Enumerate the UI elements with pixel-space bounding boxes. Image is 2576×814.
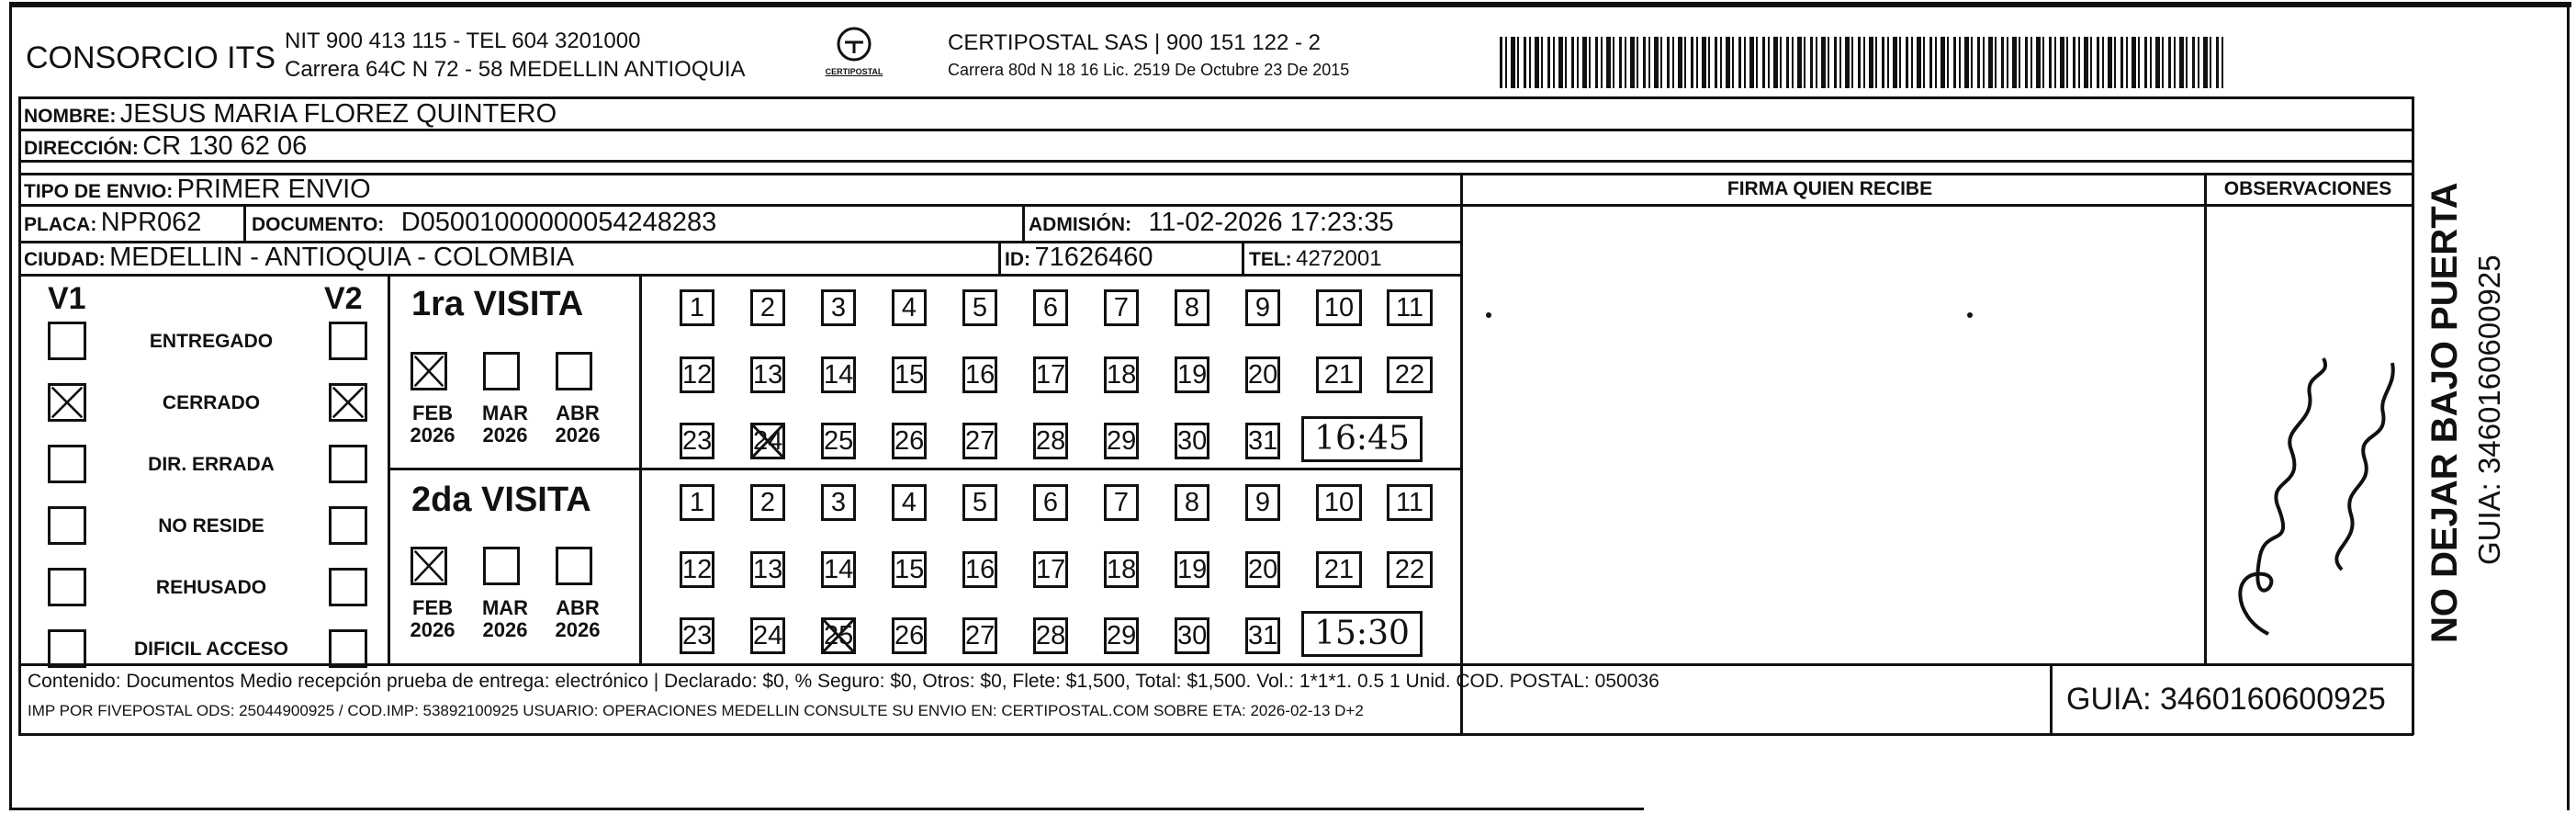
footer-imp: IMP POR FIVEPOSTAL ODS: 25044900925 / COD.IMP: 53892100925 USUARIO: OPERACIONES MEDELLIN CONSULTE SU ENVIO EN: CERTIPOSTAL.COM SOBRE ETA: 2026-02-13 D+2 — [28, 702, 1364, 719]
visit2-day-box[interactable]: 31 — [1245, 617, 1280, 654]
visit2-time: 15:30 — [1301, 611, 1423, 657]
visit1-day-box[interactable]: 21 — [1316, 356, 1362, 393]
visit1-month-checkbox[interactable] — [483, 352, 520, 390]
barcode — [1500, 37, 2226, 88]
visit1-day-box[interactable]: 20 — [1245, 356, 1280, 393]
cell-line — [998, 241, 1001, 274]
stray-dot — [1967, 312, 1973, 318]
check-mark-icon — [413, 355, 444, 388]
visit2-day-box[interactable]: 29 — [1104, 617, 1139, 654]
visit2-month-label — [403, 597, 462, 641]
direccion-row — [24, 131, 307, 162]
nombre-label: NOMBRE: — [24, 106, 117, 127]
visit2-day-box[interactable]: 4 — [892, 484, 927, 521]
visit2-day-box[interactable]: 28 — [1033, 617, 1068, 654]
visit1-day-box[interactable]: 5 — [962, 289, 997, 326]
footer-content: Contenido: Documentos Medio recepción prueba de entrega: electrónico | Declarado: $0, % Seguro: $0, Otros: $0, Flete: $1,500, Total: $1,500. Vol.: 1*1*1. 0.5 1 Unid. COD. POSTAL: 050036 — [28, 671, 1659, 692]
bottom-border — [9, 808, 1644, 810]
visit2-day-box[interactable]: 21 — [1316, 551, 1362, 588]
side-warning: NO DEJAR BAJO PUERTA — [2424, 182, 2465, 643]
visit1-day-box[interactable]: 14 — [821, 356, 856, 393]
visit2-title: 2da VISITA — [411, 480, 591, 519]
visit1-title: 1ra VISITA — [411, 285, 584, 323]
visit2-day-box[interactable]: 23 — [680, 617, 714, 654]
v2-checkbox[interactable] — [329, 506, 367, 545]
v1-checkbox[interactable] — [48, 445, 86, 483]
right-border — [2567, 2, 2570, 810]
visit1-day-box[interactable]: 18 — [1104, 356, 1139, 393]
id-cell — [1005, 243, 1153, 273]
cell-line — [243, 204, 246, 241]
observaciones-left-line — [2204, 173, 2207, 665]
status-label: CERRADO — [162, 392, 261, 413]
v2-header: V2 — [324, 281, 363, 316]
check-mark-icon — [51, 386, 84, 419]
visit2-day-box[interactable]: 6 — [1033, 484, 1068, 521]
visit2-day-box[interactable]: 18 — [1104, 551, 1139, 588]
ciudad-cell — [24, 243, 574, 273]
row-line — [1460, 204, 2413, 207]
visit-divider — [388, 468, 1460, 470]
visit1-day-box[interactable]: 7 — [1104, 289, 1139, 326]
v2-checkbox[interactable] — [329, 322, 367, 360]
status-label: DIR. ERRADA — [148, 454, 275, 475]
visit2-month-year: 2026 — [410, 618, 456, 641]
certipostal-logo — [822, 26, 886, 76]
visit1-month-label — [548, 402, 607, 447]
visit1-month-label — [476, 402, 534, 447]
check-mark-icon — [332, 386, 365, 419]
v1-checkbox[interactable] — [48, 629, 86, 668]
tipo-value: PRIMER ENVIO — [176, 175, 371, 204]
visit1-month-year: 2026 — [482, 424, 528, 447]
tipo-row — [24, 175, 371, 205]
direccion-value: CR 130 62 06 — [142, 131, 308, 161]
visit1-month-name: ABR — [556, 401, 600, 424]
carrier-line: CERTIPOSTAL SAS | 900 151 122 - 2 — [948, 30, 1321, 55]
visit2-day-box[interactable]: 11 — [1387, 484, 1433, 521]
visit1-day-box[interactable]: 30 — [1175, 423, 1209, 459]
status-label: NO RESIDE — [158, 515, 264, 537]
visit2-day-box[interactable]: 17 — [1033, 551, 1068, 588]
visit1-day-box[interactable]: 12 — [680, 356, 714, 393]
observaciones-header: OBSERVACIONES — [2223, 178, 2392, 199]
placa-cell — [24, 208, 201, 238]
visit1-month-year: 2026 — [410, 424, 456, 447]
v1-checkbox[interactable] — [48, 383, 86, 422]
visit2-month-name: FEB — [412, 596, 453, 619]
visit1-day-box[interactable]: 29 — [1104, 423, 1139, 459]
visit2-day-box[interactable]: 8 — [1175, 484, 1209, 521]
v2-checkbox[interactable] — [329, 568, 367, 606]
visit1-day-box[interactable]: 3 — [821, 289, 856, 326]
visit1-month-checkbox[interactable] — [411, 352, 447, 390]
strike-mark-icon — [750, 423, 785, 459]
row-line — [18, 160, 2413, 163]
strike-mark-icon — [821, 617, 856, 654]
info-left-line — [18, 96, 21, 735]
carrier-address: Carrera 80d N 18 16 Lic. 2519 De Octubre 23 De 2015 — [948, 61, 1350, 79]
visit2-day-box[interactable]: 24 — [750, 617, 785, 654]
row-line — [18, 173, 2413, 175]
visit2-month-checkbox[interactable] — [556, 547, 592, 585]
visit1-day-box[interactable]: 9 — [1245, 289, 1280, 326]
visit1-day-box[interactable]: 10 — [1316, 289, 1362, 326]
tel-value: 4272001 — [1296, 246, 1382, 271]
visit2-day-box[interactable]: 5 — [962, 484, 997, 521]
visit1-day-box[interactable]: 15 — [892, 356, 927, 393]
visit1-day-mark — [750, 423, 785, 459]
visit2-day-box[interactable]: 13 — [750, 551, 785, 588]
admision-cell — [1029, 208, 1394, 238]
footer-guia-divider — [2050, 663, 2053, 735]
status-label: ENTREGADO — [149, 331, 274, 352]
visit2-day-box[interactable]: 14 — [821, 551, 856, 588]
placa-label: PLACA: — [24, 214, 97, 235]
v2-checkbox[interactable] — [329, 383, 367, 422]
visit2-month-label — [476, 597, 534, 641]
visit2-month-checkbox[interactable] — [411, 547, 447, 585]
visit1-month-name: FEB — [412, 401, 453, 424]
visit1-day-box[interactable]: 23 — [680, 423, 714, 459]
visit1-day-box[interactable]: 19 — [1175, 356, 1209, 393]
side-guia: GUIA: 3460160600925 — [2472, 254, 2506, 565]
visit1-day-box[interactable]: 24 — [750, 423, 785, 459]
visit2-day-box[interactable]: 2 — [750, 484, 785, 521]
visit1-month-year: 2026 — [555, 424, 601, 447]
visit1-day-box[interactable]: 17 — [1033, 356, 1068, 393]
visit1-day-box[interactable]: 8 — [1175, 289, 1209, 326]
top-border — [9, 2, 2571, 7]
visit1-day-box[interactable]: 2 — [750, 289, 785, 326]
footer-top-line — [18, 663, 2413, 666]
firma-left-line — [1460, 173, 1463, 735]
visit1-day-box[interactable]: 28 — [1033, 423, 1068, 459]
tel-label: TEL: — [1249, 249, 1292, 270]
stray-dot — [1486, 312, 1491, 318]
visit2-month-name: MAR — [481, 596, 529, 619]
direccion-label: DIRECCIÓN: — [24, 138, 139, 159]
placa-value: NPR062 — [100, 208, 202, 237]
visit2-day-box[interactable]: 30 — [1175, 617, 1209, 654]
row-line — [18, 274, 1460, 277]
v1-header: V1 — [48, 281, 86, 316]
ciudad-value: MEDELLIN - ANTIOQUIA - COLOMBIA — [109, 243, 575, 272]
company-address: Carrera 64C N 72 - 58 MEDELLIN ANTIOQUIA — [285, 57, 746, 82]
footer-guia: GUIA: 3460160600925 — [2066, 682, 2386, 717]
v1-checkbox[interactable] — [48, 568, 86, 606]
cell-line — [1022, 204, 1025, 241]
visit2-day-box[interactable]: 12 — [680, 551, 714, 588]
visit1-day-box[interactable]: 31 — [1245, 423, 1280, 459]
visit-month-divider — [639, 274, 642, 665]
visit2-month-year: 2026 — [555, 618, 601, 641]
handwritten-signature — [2213, 340, 2406, 643]
visit1-day-box[interactable]: 13 — [750, 356, 785, 393]
cell-line — [1242, 241, 1244, 274]
visit2-day-box[interactable]: 3 — [821, 484, 856, 521]
visit1-day-box[interactable]: 25 — [821, 423, 856, 459]
documento-value: D05001000000054248283 — [400, 208, 717, 237]
visit1-day-box[interactable]: 4 — [892, 289, 927, 326]
visit1-month-name: MAR — [481, 401, 529, 424]
documento-label: DOCUMENTO: — [252, 214, 385, 235]
visit2-month-label — [548, 597, 607, 641]
tipo-label: TIPO DE ENVIO: — [24, 181, 174, 202]
visit2-day-box[interactable]: 19 — [1175, 551, 1209, 588]
visit1-month-checkbox[interactable] — [556, 352, 592, 390]
v2-checkbox[interactable] — [329, 629, 367, 668]
visit1-day-box[interactable]: 22 — [1387, 356, 1433, 393]
firma-header: FIRMA QUIEN RECIBE — [1727, 178, 1933, 199]
visit2-day-box[interactable]: 10 — [1316, 484, 1362, 521]
ciudad-label: CIUDAD: — [24, 249, 106, 270]
visit2-day-box[interactable]: 16 — [962, 551, 997, 588]
v1-checkbox[interactable] — [48, 322, 86, 360]
logo-text: CERTIPOSTAL — [825, 67, 883, 76]
visit2-day-box[interactable]: 9 — [1245, 484, 1280, 521]
tel-cell — [1249, 246, 1382, 272]
admision-label: ADMISIÓN: — [1029, 214, 1131, 235]
admision-value: 11-02-2026 17:23:35 — [1148, 208, 1394, 237]
logo-icon — [836, 26, 872, 62]
visit1-day-box[interactable]: 27 — [962, 423, 997, 459]
visit2-day-box[interactable]: 7 — [1104, 484, 1139, 521]
visit1-day-box[interactable]: 16 — [962, 356, 997, 393]
company-name: CONSORCIO ITS — [26, 40, 276, 75]
check-mark-icon — [413, 549, 444, 582]
visit1-day-box[interactable]: 1 — [680, 289, 714, 326]
nit-line: NIT 900 413 115 - TEL 604 3201000 — [285, 28, 641, 53]
v2-checkbox[interactable] — [329, 445, 367, 483]
left-border — [9, 2, 12, 810]
visit2-day-box[interactable]: 1 — [680, 484, 714, 521]
visit2-month-name: ABR — [556, 596, 600, 619]
status-label: REHUSADO — [155, 577, 267, 598]
visit1-time: 16:45 — [1301, 416, 1423, 462]
id-value: 71626460 — [1034, 243, 1153, 272]
visit2-day-box[interactable]: 20 — [1245, 551, 1280, 588]
visit2-day-mark — [821, 617, 856, 654]
visit2-month-year: 2026 — [482, 618, 528, 641]
visit2-day-box[interactable]: 27 — [962, 617, 997, 654]
v1-checkbox[interactable] — [48, 506, 86, 545]
visit1-day-box[interactable]: 26 — [892, 423, 927, 459]
visit1-day-box[interactable]: 6 — [1033, 289, 1068, 326]
nombre-row — [24, 99, 557, 130]
visit1-day-box[interactable]: 11 — [1387, 289, 1433, 326]
visit2-month-checkbox[interactable] — [483, 547, 520, 585]
visit2-day-box[interactable]: 25 — [821, 617, 856, 654]
footer-bottom-line — [18, 733, 2413, 736]
info-right-line — [2412, 96, 2414, 735]
nombre-value: JESUS MARIA FLOREZ QUINTERO — [119, 99, 557, 129]
id-label: ID: — [1005, 249, 1030, 270]
visit2-day-box[interactable]: 22 — [1387, 551, 1433, 588]
visit1-month-label — [403, 402, 462, 447]
status-label: DIFICIL ACCESO — [133, 639, 288, 660]
documento-cell — [252, 208, 716, 238]
visit2-day-box[interactable]: 15 — [892, 551, 927, 588]
visit2-day-box[interactable]: 26 — [892, 617, 927, 654]
